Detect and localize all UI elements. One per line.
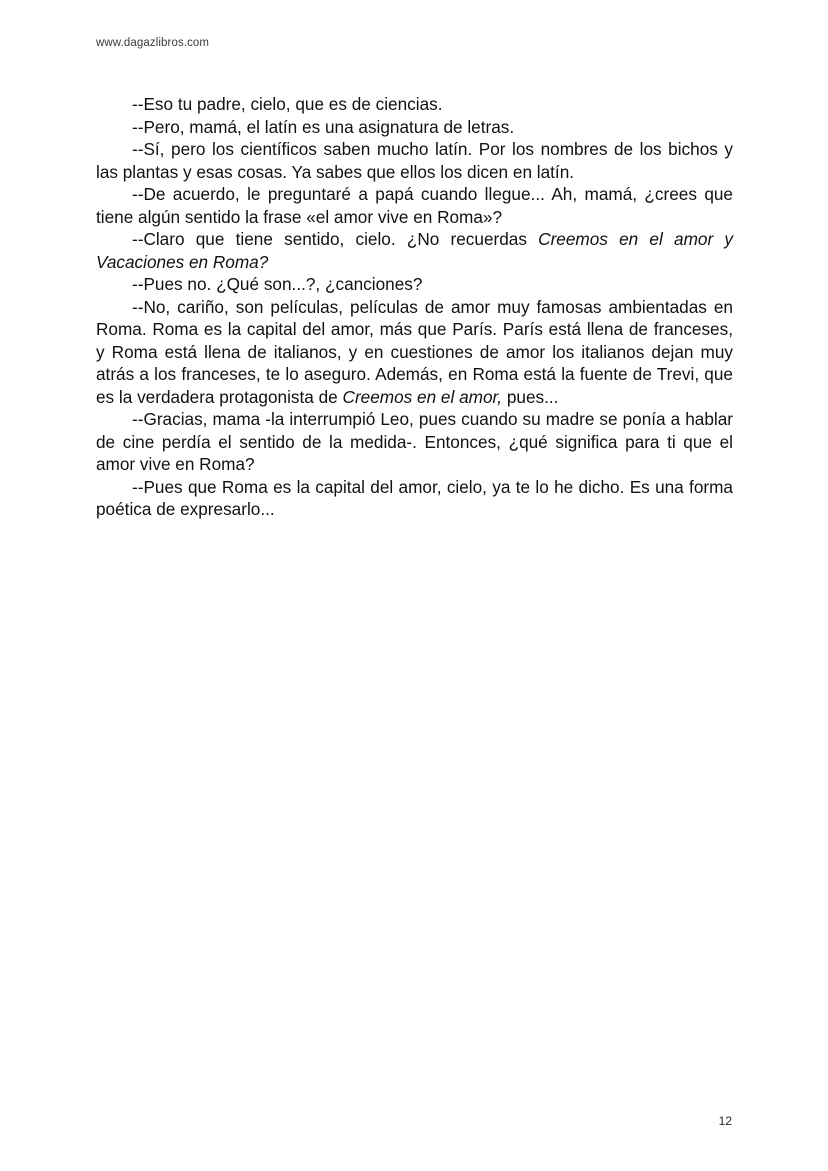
body-paragraph [96,93,733,116]
running-header-site-url: www.dagazlibros.com [96,37,210,49]
text-run: --Pero, mamá, el latín es una asignatura de letras. [132,116,515,137]
body-paragraph [96,138,733,183]
text-run: --Eso tu padre, cielo, que es de ciencias. [132,94,443,114]
body-paragraph [96,296,733,409]
body-paragraph [96,408,733,476]
page-number: 12 [718,1114,732,1128]
text-run: --De acuerdo, le preguntaré a papá cuando llegue... Ah, mamá, ¿crees que tiene algún sentido la frase «el amor vive en Roma»? [96,184,733,227]
text-run: pues... [502,386,559,407]
italic-title-run: Creemos en el amor y Vacaciones en Roma? [96,229,733,272]
text-run: --Pues que Roma es la capital del amor, cielo, ya te lo he dicho. Es una forma poética de expresarlo... [96,476,733,519]
body-paragraph [96,183,733,228]
italic-title-run: Creemos en el amor, [342,386,503,407]
body-paragraph [96,228,733,273]
text-run: --No, cariño, son películas, películas de amor muy famosas ambientadas en Roma. Roma es la capital del amor, más que París. París está llena de franceses, y Roma está llena de italianos, y en cuestiones de amor los italianos dejan muy atrás a los franceses, te lo aseguro. Además, en Roma está la fuente de Trevi, que es la verdadera protagonista de [96,296,733,407]
body-paragraph [96,476,733,521]
page-body-text [96,93,733,521]
body-paragraph [96,116,733,139]
body-paragraph [96,273,733,296]
text-run: --Gracias, mama -la interrumpió Leo, pues cuando su madre se ponía a hablar de cine perdía el sentido de la medida-. Entonces, ¿qué significa para ti que el amor vive en Roma? [96,409,733,474]
text-run: --Sí, pero los científicos saben mucho latín. Por los nombres de los bichos y las plantas y esas cosas. Ya sabes que ellos los dicen en latín. [96,139,733,182]
text-run: --Pues no. ¿Qué son...?, ¿canciones? [132,274,423,294]
text-run: --Claro que tiene sentido, cielo. ¿No recuerdas [132,229,539,249]
